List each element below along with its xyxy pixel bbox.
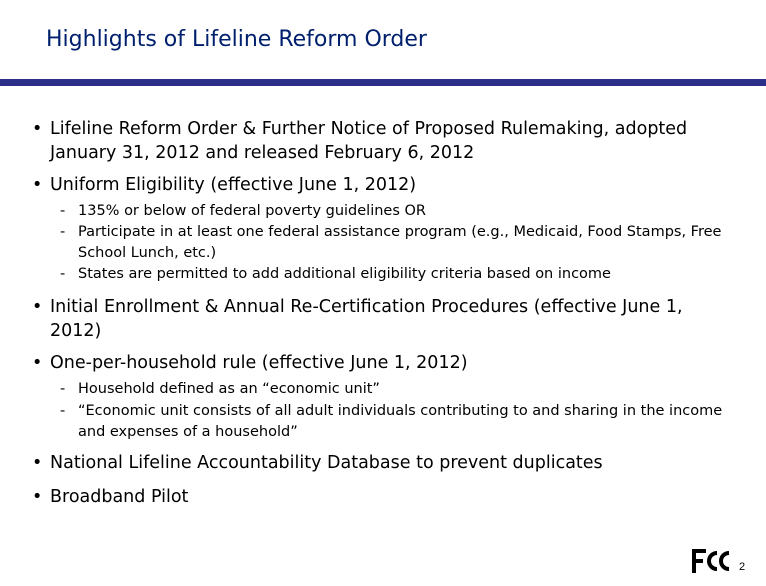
- bullet-item: [32, 485, 732, 509]
- sub-item: [60, 264, 740, 285]
- bullet-text: One-per-household rule (effective June 1, 2012): [50, 353, 468, 373]
- bullet-marker: •: [32, 453, 43, 473]
- dash-marker: -: [60, 203, 66, 219]
- bullet-marker: •: [32, 175, 43, 195]
- dash-marker: -: [60, 266, 66, 282]
- bullet-item: [32, 451, 732, 475]
- bullet-marker: •: [32, 297, 43, 317]
- title-divider: [0, 79, 766, 86]
- sub-item-text: States are permitted to add additional eligibility criteria based on income: [78, 266, 611, 282]
- sub-item-text: “Economic unit consists of all adult individuals contributing to and sharing in the income and expenses of a household”: [78, 403, 723, 440]
- sub-item-text: 135% or below of federal poverty guidelines OR: [78, 203, 426, 219]
- sub-item: [60, 379, 740, 400]
- sub-item-text: Participate in at least one federal assistance program (e.g., Medicaid, Food Stamps, Free School Lunch, etc.): [78, 224, 722, 261]
- bullet-text: Uniform Eligibility (effective June 1, 2012): [50, 175, 417, 195]
- sub-item: [60, 222, 740, 264]
- fcc-logo-icon: [692, 548, 732, 574]
- bullet-marker: •: [32, 119, 43, 139]
- bullet-marker: •: [32, 353, 43, 373]
- sub-item-text: Household defined as an “economic unit”: [78, 381, 380, 397]
- bullet-item: [32, 295, 732, 343]
- bullet-item: [32, 351, 732, 375]
- dash-marker: -: [60, 224, 66, 240]
- dash-marker: -: [60, 381, 66, 397]
- bullet-text: National Lifeline Accountability Database to prevent duplicates: [50, 453, 603, 473]
- bullet-text: Lifeline Reform Order & Further Notice of Proposed Rulemaking, adopted January 31, 2012 and released February 6, 2012: [50, 119, 688, 163]
- bullet-item: [32, 173, 732, 197]
- page-number: 2: [739, 561, 746, 573]
- sub-item: [60, 401, 740, 443]
- slide-title: Highlights of Lifeline Reform Order: [46, 27, 427, 52]
- bullet-marker: •: [32, 487, 43, 507]
- dash-marker: -: [60, 403, 66, 419]
- bullet-item: [32, 117, 732, 165]
- bullet-text: Broadband Pilot: [50, 487, 189, 507]
- sub-item: [60, 201, 740, 222]
- bullet-text: Initial Enrollment & Annual Re-Certification Procedures (effective June 1, 2012): [50, 297, 683, 341]
